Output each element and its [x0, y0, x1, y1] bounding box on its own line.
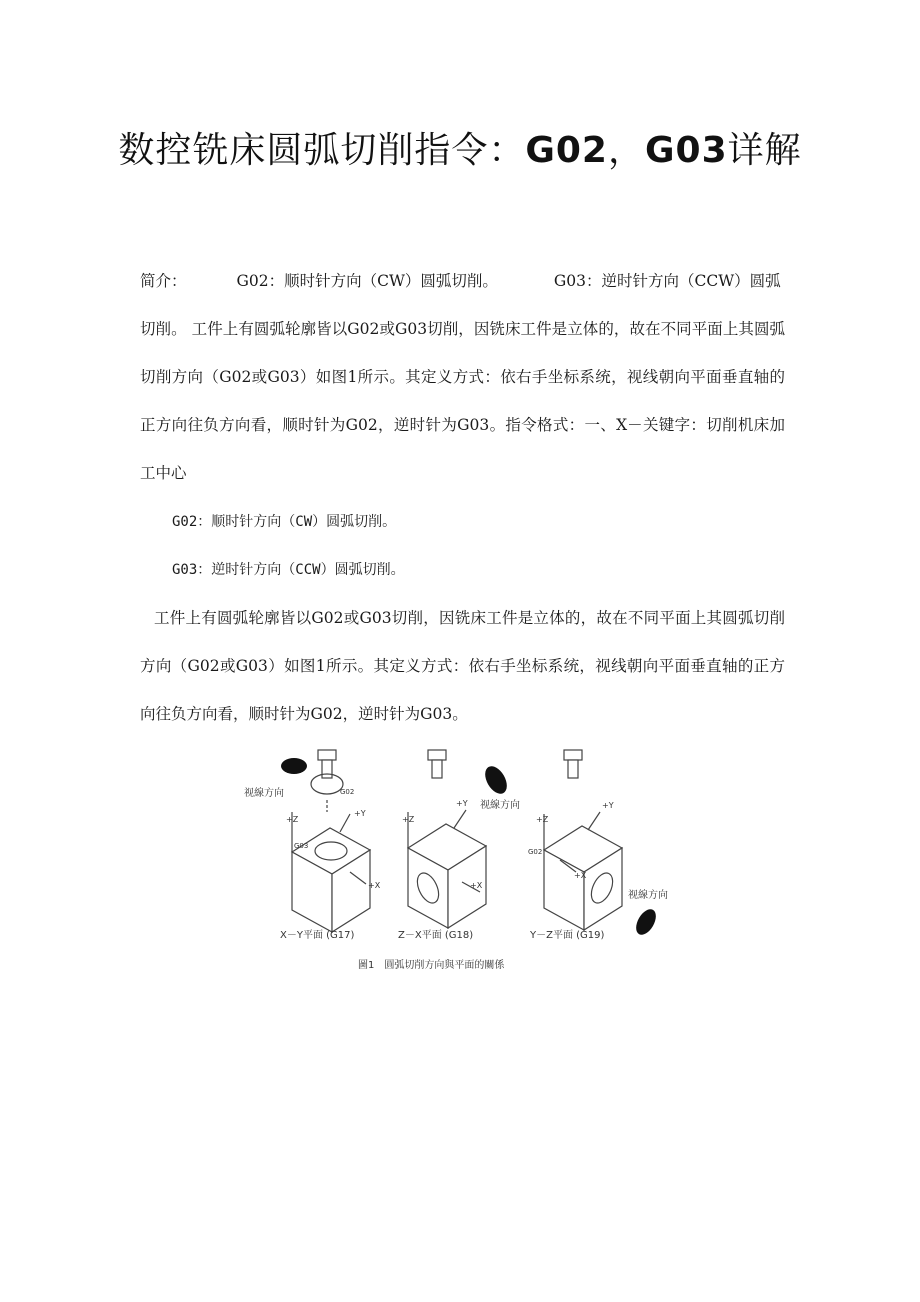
panel1-plus-x: +X [368, 881, 381, 890]
intro-paragraph [140, 257, 785, 497]
panel3-plus-x: +X [574, 871, 587, 880]
intro-label: 简介： [140, 272, 187, 290]
intro-rest: 切削。 工件上有圆弧轮廓皆以G02或G03切削，因铣床工件是立体的，故在不同平面上其圆弧切削方向（G02或G03）如图1所示。其定义方式：依右手坐标系统，视线朝向平面垂直轴的正方向往负方向看，顺时针为G02，逆时针为G03。指令格式：一、X－关键字：切削机床加工中心 [140, 320, 785, 482]
panel2-caption: Z－X平面 (G18) [398, 930, 474, 941]
panel-zx [408, 750, 511, 928]
panel1-g02: G02 [340, 788, 355, 796]
title-code-g02: G02 [525, 130, 608, 171]
panel1-caption: X－Y平面 (G17) [280, 930, 355, 941]
description-paragraph: 工件上有圆弧轮廓皆以G02或G03切削，因铣床工件是立体的，故在不同平面上其圆弧切削方向（G02或G03）如图1所示。其定义方式：依右手坐标系统，视线朝向平面垂直轴的正方向往负方向看，顺时针为G02，逆时针为G03。 [140, 609, 785, 723]
title-separator: ， [607, 130, 645, 171]
panel-xy [281, 750, 370, 932]
panel1-plus-y: +Y [354, 809, 366, 818]
figure-diagram [230, 742, 690, 982]
panel3-caption: Y－Z平面 (G19) [530, 930, 605, 941]
title-code-g03: G03 [645, 130, 728, 171]
title-part1: 数控铣床圆弧切削指令： [118, 130, 526, 171]
panel2-view-label: 视線方向 [480, 800, 520, 811]
panel2-plus-y: +Y [456, 799, 468, 808]
intro-g03: G03：逆时针方向（CCW）圆弧 [553, 272, 781, 290]
g02-definition: G02：顺时针方向（CW）圆弧切削。 [172, 514, 397, 530]
panel3-plus-z: +Z [536, 815, 549, 824]
panel2-plus-z: +Z [402, 815, 415, 824]
panel3-plus-y: +Y [602, 801, 614, 810]
figure-caption: 圖1 圓弧切削方向與平面的關係 [358, 960, 505, 971]
panel2-plus-x: +X [470, 881, 483, 890]
eye-icon [281, 758, 307, 774]
panel1-view-label: 视線方向 [244, 788, 284, 799]
g03-definition: G03：逆时针方向（CCW）圆弧切削。 [172, 562, 405, 578]
panel3-view-label: 视線方向 [628, 890, 668, 901]
intro-g02: G02：顺时针方向（CW）圆弧切削。 [236, 272, 498, 290]
panel3-g02: G02 [528, 848, 543, 856]
panel-yz [544, 750, 660, 938]
panel1-plus-z: +Z [286, 815, 299, 824]
title-part2: 详解 [727, 130, 802, 171]
eye-icon [481, 763, 512, 798]
eye-icon [632, 906, 660, 938]
panel1-g03: G03 [294, 842, 309, 850]
figure-arc-planes [230, 742, 690, 982]
page-title [0, 125, 920, 177]
